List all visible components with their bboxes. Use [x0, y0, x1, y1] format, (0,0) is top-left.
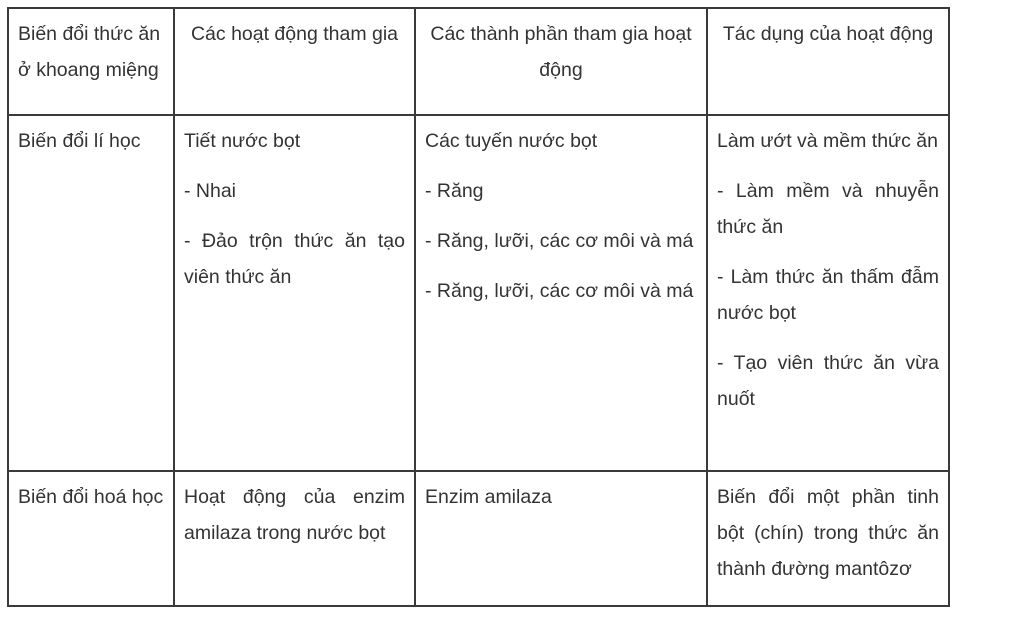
cell-text: Hoạt động của enzim amilaza trong nước bọt — [184, 486, 405, 544]
cell-text: Làm ướt và mềm thức ăn — [717, 130, 938, 152]
header-cell: Tác dụng của hoạt động — [707, 8, 949, 115]
table-cell-activities — [174, 471, 415, 606]
table-cell-components — [415, 115, 707, 471]
header-cell: Các thành phần tham gia hoạt động — [415, 8, 707, 115]
table-cell-effects — [707, 115, 949, 471]
digestion-table — [7, 7, 950, 607]
header-cell: Các hoạt động tham gia — [174, 8, 415, 115]
table-cell-type — [8, 471, 174, 606]
table-cell-activities — [174, 115, 415, 471]
cell-text: - Răng, lưỡi, các cơ môi và má — [425, 280, 694, 302]
cell-text: - Làm thức ăn thấm đẫm nước bọt — [717, 266, 939, 324]
cell-text: Biến đổi một phần tinh bột (chín) trong thức ăn thành đường mantôzơ — [717, 486, 939, 580]
cell-text: - Tạo viên thức ăn vừa nuốt — [717, 352, 939, 410]
table-cell-type — [8, 115, 174, 471]
table-header-row — [8, 8, 949, 115]
cell-text: Biến đổi lí học — [18, 130, 141, 152]
cell-text: - Răng, lưỡi, các cơ môi và má — [425, 230, 694, 252]
cell-text: - Đảo trộn thức ăn tạo viên thức ăn — [184, 230, 405, 288]
table-cell-effects — [707, 471, 949, 606]
table-cell-components — [415, 471, 707, 606]
header-cell: Biến đổi thức ăn ở khoang miệng — [8, 8, 174, 115]
cell-text: - Nhai — [184, 180, 237, 202]
cell-text: Enzim amilaza — [425, 486, 552, 508]
table-row — [8, 115, 949, 471]
cell-text: - Làm mềm và nhuyễn thức ăn — [717, 180, 939, 238]
cell-text: Tiết nước bọt — [184, 130, 301, 152]
cell-text: Biến đổi hoá học — [18, 486, 164, 508]
cell-text: - Răng — [425, 180, 484, 202]
cell-text: Các tuyến nước bọt — [425, 130, 598, 152]
table-row — [8, 471, 949, 606]
